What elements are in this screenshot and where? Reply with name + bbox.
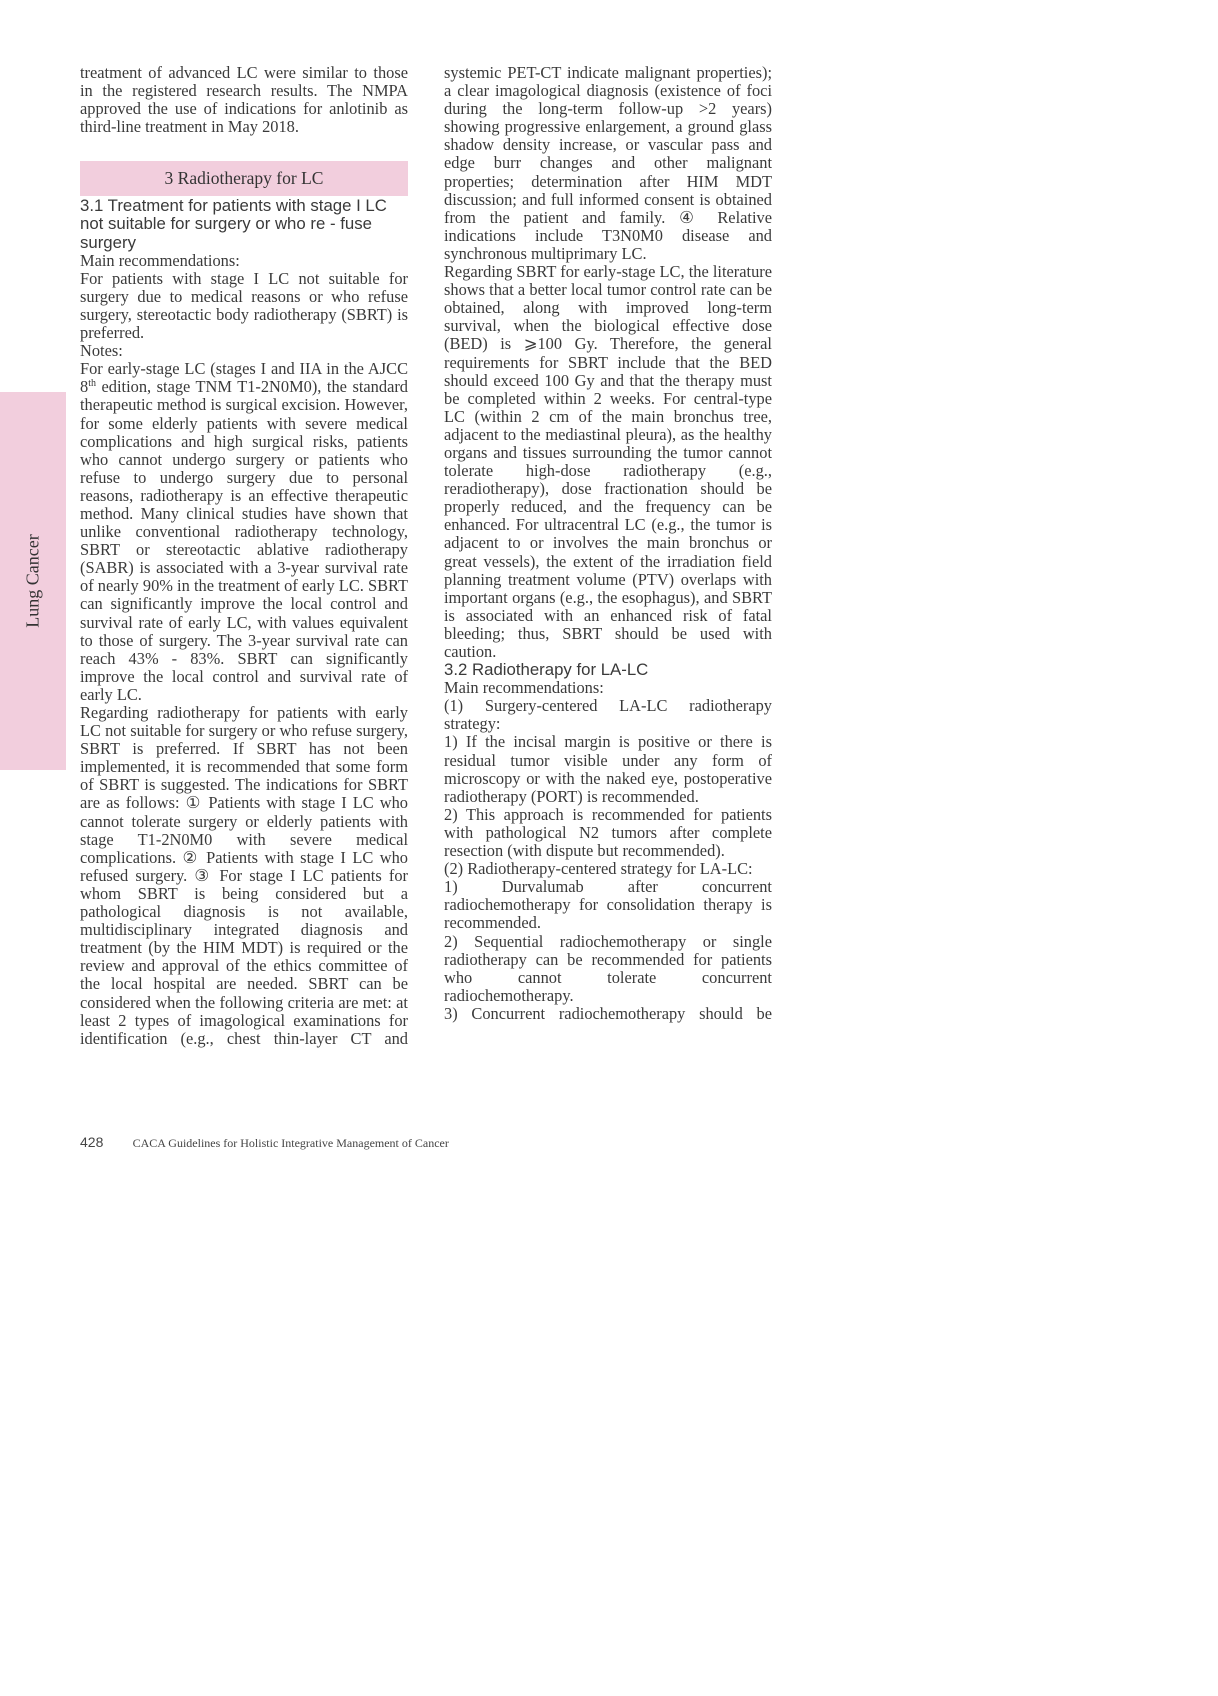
recommendation-1-heading: (1) Surgery-centered LA-LC radiotherapy strategy: bbox=[444, 696, 772, 734]
intro-paragraph: treatment of advanced LC were similar to those in the registered research results. The NMPA approved the use of indications for anlotinib as third-line treatment in May 2018. bbox=[80, 63, 408, 137]
notes-label: Notes: bbox=[80, 341, 123, 361]
recommendation-1-item-1: 1) If the incisal margin is positive or there is residual tumor visible under any form of microscopy or with the naked eye, postoperative radiotherapy (PORT) is recommended. bbox=[444, 732, 772, 806]
recommendation-2-item-3: 3) Concurrent radiochemotherapy should be bbox=[444, 1003, 772, 1023]
recommendation-2-heading: (2) Radiotherapy-centered strategy for LA-LC: bbox=[444, 859, 753, 879]
left-column bbox=[80, 64, 408, 1048]
side-tab bbox=[0, 392, 66, 770]
subsection-heading-3-2: 3.2 Radiotherapy for LA-LC bbox=[444, 660, 649, 680]
recommendation-1-item-2: 2) This approach is recommended for patients with pathological N2 tumors after complete resection (with dispute but recommended). bbox=[444, 804, 772, 861]
main-recommendations-label: Main recommendations: bbox=[444, 678, 604, 698]
section-heading: 3 Radiotherapy for LC bbox=[80, 161, 408, 196]
notes-paragraph-1: For early-stage LC (stages I and IIA in the AJCC 8th edition, stage TNM T1-2N0M0), the standard therapeutic method is surgical excision. However, for some elderly patients with severe medical complications and high surgical risks, patients who cannot undergo surgery or patients who refuse to undergo surgery due to personal reasons, radiotherapy is an effective therapeutic method. Many clinical studies have shown that unlike conventional radiotherapy technology, SBRT or stereotactic ablative radiotherapy (SABR) is associated with a 3-year survival rate of nearly 90% in the treatment of early LC. SBRT can significantly improve the local control and survival rate of early LC, with values equivalent to those of surgery. The 3-year survival rate can reach 43% - 83%. SBRT can significantly improve the local control and survival rate of early LC. bbox=[80, 359, 408, 704]
recommendation-2-item-1: 1) Durvalumab after concurrent radiochemotherapy for consolidation therapy is recommended. bbox=[444, 877, 772, 933]
notes-paragraph-2: Regarding radiotherapy for patients with early LC not suitable for surgery or who refuse surgery, SBRT is preferred. If SBRT has not been implemented, it is recommended that some form of SBRT is suggested. The indications for SBRT are as follows: ① Patients with stage I LC who cannot tolerate surgery or elderly patients with stage T1-2N0M0 with severe medical complications. ② Patients with stage I LC who refused surgery. ③ For stage I LC patients for whom SBRT is being considered but a pathological diagnosis is not available, multidisciplinary integrated diagnosis and treatment (by the HIM MDT) is required or the review and approval of the ethics committee of the local hospital are needed. SBRT can be considered when the following criteria are met: at least 2 types of imagological examinations for identification (e.g., chest thin-layer CT and bbox=[80, 703, 408, 1048]
side-tab-label: Lung Cancer bbox=[22, 534, 43, 628]
paragraph-sbrt-criteria: systemic PET-CT indicate malignant properties); a clear imagological diagnosis (existence of foci during the long-term follow-up >2 years) showing progressive enlargement, a ground glass shadow density increase, or vascular pass and edge burr changes and other malignant properties; determination after HIM MDT discussion; and full informed consent is obtained from the patient and family. ④ Relative indications include T3N0M0 disease and synchronous multiprimary LC. bbox=[444, 63, 772, 263]
right-column bbox=[444, 64, 772, 1023]
main-recommendations-label: Main recommendations: bbox=[80, 250, 240, 270]
recommendation-2-item-2: 2) Sequential radiochemotherapy or single radiotherapy can be recommended for patients who cannot tolerate concurrent radiochemotherapy. bbox=[444, 931, 772, 1005]
page-footer bbox=[80, 1134, 449, 1151]
main-recommendation-text: For patients with stage I LC not suitable for surgery due to medical reasons or who refuse surgery, stereotactic body radiotherapy (SBRT) is preferred. bbox=[80, 268, 408, 343]
subsection-heading-3-1: 3.1 Treatment for patients with stage I LC not suitable for surgery or who re - fuse surgery bbox=[80, 196, 387, 252]
superscript: th bbox=[88, 378, 96, 390]
journal-title: CACA Guidelines for Holistic Integrative Management of Cancer bbox=[132, 1136, 449, 1150]
paragraph-sbrt-dose: Regarding SBRT for early-stage LC, the literature shows that a better local tumor control rate can be obtained, along with improved long-term survival, when the biological effective dose (BED) is ⩾100 Gy. Therefore, the general requirements for SBRT include that the BED should exceed 100 Gy and that the therapy must be completed within 2 weeks. For central-type LC (within 2 cm of the main bronchus tree, adjacent to the mediastinal pleura), as the healthy organs and tissues surrounding the tumor cannot tolerate high-dose radiotherapy (e.g., reradiotherapy), dose fractionation should be properly reduced, and the frequency can be enhanced. For ultracentral LC (e.g., the tumor is adjacent to or involves the main bronchus or great vessels), the extent of the irradiation field planning treatment volume (PTV) overlaps with important organs (e.g., the esophagus), and SBRT is associated with an enhanced risk of fatal bleeding; thus, SBRT should be used with caution. bbox=[444, 262, 772, 661]
page-number: 428 bbox=[80, 1134, 104, 1150]
